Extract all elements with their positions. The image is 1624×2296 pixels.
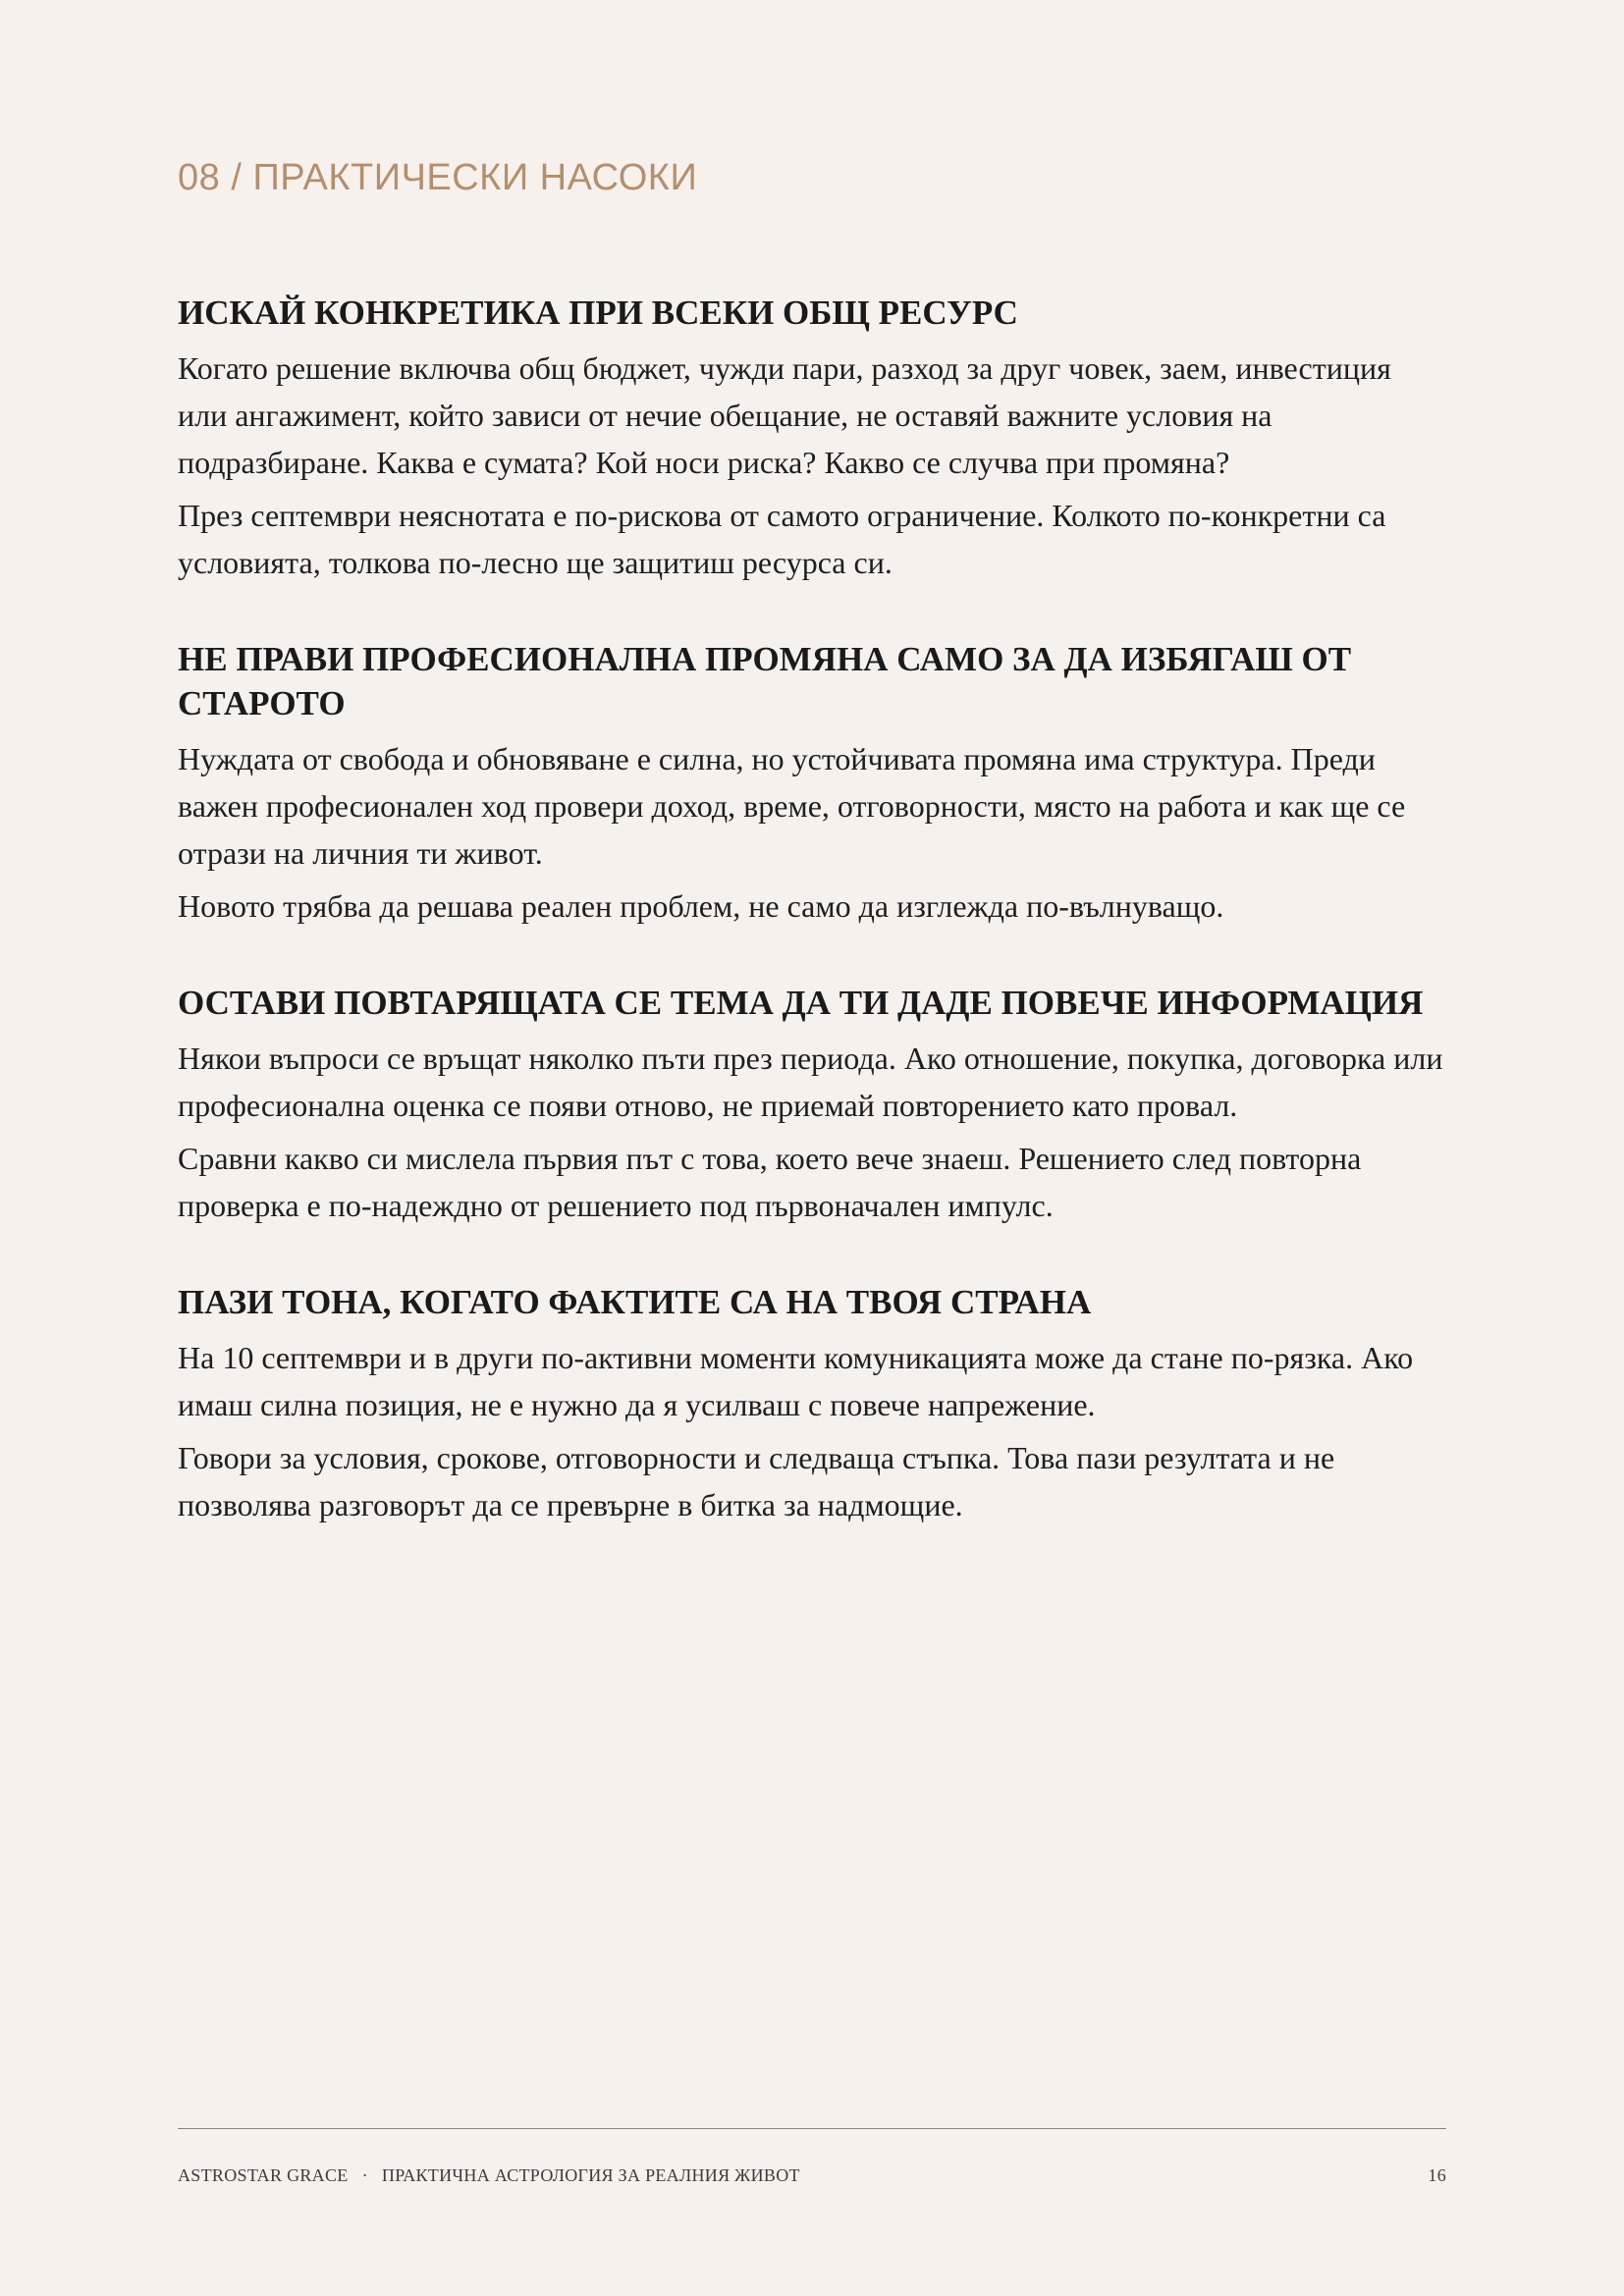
guideline-paragraph: Говори за условия, срокове, отговорности и следваща стъпка. Това пази резултата и не позволява разговорът да се превърне в битка за надмощие. bbox=[178, 1440, 1335, 1522]
guideline-title: ОСТАВИ ПОВТАРЯЩАТА СЕ ТЕМА ДА ТИ ДАДЕ ПОВЕЧЕ ИНФОРМАЦИЯ bbox=[178, 984, 1424, 1022]
page-number: 16 bbox=[1428, 2165, 1446, 2185]
guideline-paragraph: През септември неяснотата е по-рискова от самото ограничение. Колкото по-конкретни са условията, толкова по-лесно ще защитиш ресурса си. bbox=[178, 498, 1386, 580]
footer bbox=[178, 2165, 1446, 2186]
footer-divider bbox=[178, 2128, 1446, 2129]
guideline-paragraph: Новото трябва да решава реален проблем, не само да изглежда по-вълнуващо. bbox=[178, 888, 1224, 924]
footer-brand: ASTROSTAR GRACE bbox=[178, 2165, 349, 2185]
section-heading: 08 / ПРАКТИЧЕСКИ НАСОКИ bbox=[178, 157, 698, 198]
guideline-title: ИСКАЙ КОНКРЕТИКА ПРИ ВСЕКИ ОБЩ РЕСУРС bbox=[178, 294, 1018, 332]
guideline-paragraph: На 10 септември и в други по-активни моменти комуникацията може да стане по-рязка. Ако имаш силна позиция, не е нужно да я усилваш с повече напрежение. bbox=[178, 1340, 1414, 1422]
guideline-block-tone bbox=[178, 1280, 1446, 1528]
footer-tagline: ПРАКТИЧНА АСТРОЛОГИЯ ЗА РЕАЛНИЯ ЖИВОТ bbox=[381, 2165, 800, 2185]
guideline-block-repeating-theme bbox=[178, 981, 1446, 1229]
guideline-paragraph: Когато решение включва общ бюджет, чужди пари, разход за друг човек, заем, инвестиция или ангажимент, който зависи от нечие обещание, не оставяй важните условия на подразбиране. Каква е сумата? Кой носи риска? Какво се случва при промяна? bbox=[178, 350, 1391, 480]
guideline-paragraph: Нуждата от свобода и обновяване е силна, но устойчивата промяна има структура. Преди важен професионален ход провери доход, време, отговорности, място на работа и как ще се отрази на личния ти живот. bbox=[178, 741, 1406, 871]
guideline-paragraph: Сравни какво си мислела първия път с това, което вече знаеш. Решението след повторна проверка е по-надеждно от решението под първоначален импулс. bbox=[178, 1141, 1362, 1223]
guideline-block-career-change bbox=[178, 637, 1446, 930]
footer-separator: · bbox=[361, 2165, 368, 2185]
guideline-paragraph: Някои въпроси се връщат няколко пъти през периода. Ако отношение, покупка, договорка или професионална оценка се появи отново, не приемай повторението като провал. bbox=[178, 1041, 1443, 1123]
guideline-title: НЕ ПРАВИ ПРОФЕСИОНАЛНА ПРОМЯНА САМО ЗА ДА ИЗБЯГАШ ОТ СТАРОТО bbox=[178, 640, 1352, 722]
guideline-block-resources bbox=[178, 291, 1446, 586]
content bbox=[178, 291, 1446, 1579]
page bbox=[178, 0, 1446, 2296]
guideline-title: ПАЗИ ТОНА, КОГАТО ФАКТИТЕ СА НА ТВОЯ СТРАНА bbox=[178, 1283, 1092, 1321]
